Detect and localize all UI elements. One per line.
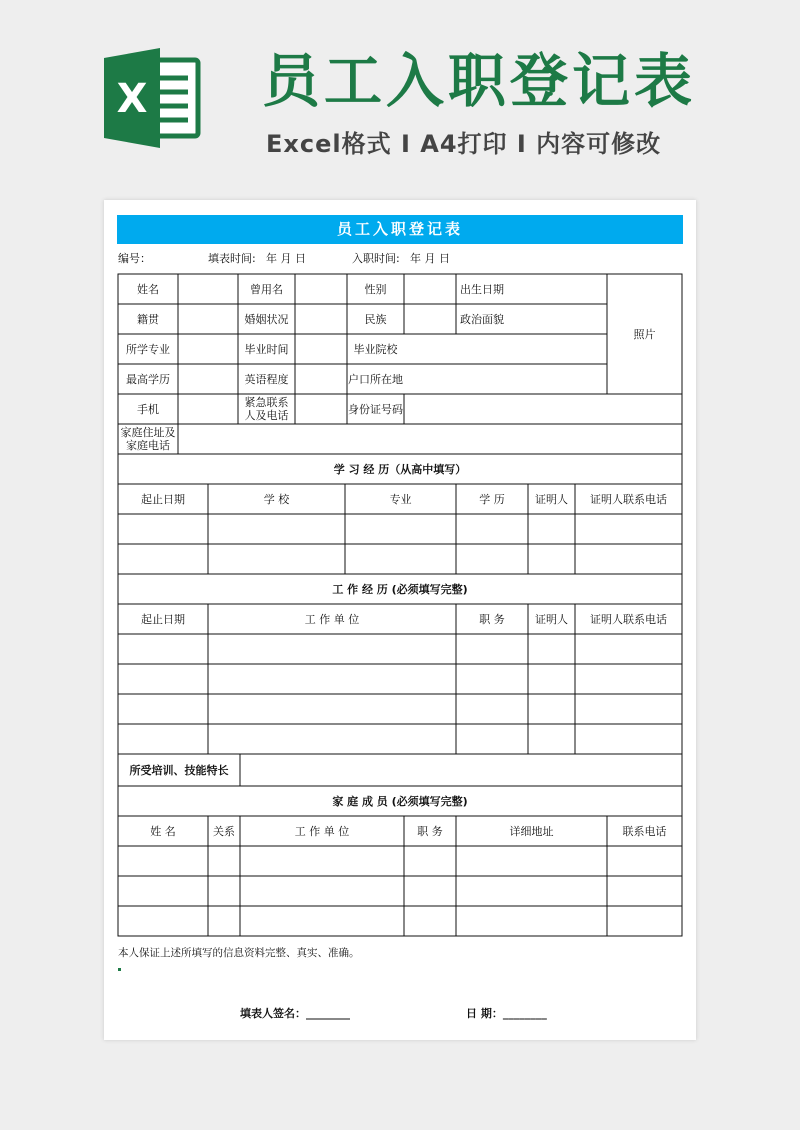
family-header-position: 职 务: [417, 824, 443, 838]
label-training-skills: 所受培训、技能特长: [129, 763, 229, 777]
work-header-company: 工 作 单 位: [304, 612, 360, 626]
label-graduation-time: 毕业时间: [244, 342, 289, 356]
page-title: 员工入职登记表: [262, 47, 697, 115]
meta-fill-time: 填表时间:: [208, 252, 256, 265]
work-header-witness: 证明人: [535, 612, 568, 626]
section-work-history: 工 作 经 历 (必须填写完整): [332, 582, 468, 596]
label-english-level: 英语程度: [244, 372, 289, 386]
label-graduation-school: 毕业院校: [353, 342, 398, 356]
work-header-witness-phone: 证明人联系电话: [590, 612, 667, 626]
study-header-degree: 学 历: [479, 492, 505, 506]
meta-number: 编号：: [118, 252, 151, 265]
label-hukou: 户口所在地: [348, 372, 403, 386]
pledge-text: 本人保证上述所填写的信息资料完整、真实、准确。: [118, 947, 360, 959]
form-sheet: [104, 200, 696, 1040]
study-header-witness: 证明人: [535, 492, 568, 506]
section-study-history: 学 习 经 历（从高中填写）: [333, 462, 467, 476]
label-marital-status: 婚姻状况: [244, 312, 289, 326]
study-header-school: 学 校: [263, 492, 290, 506]
family-header-relation: 关系: [213, 824, 235, 838]
label-phone: 手机: [137, 402, 159, 416]
study-header-major: 专业: [389, 492, 412, 506]
meta-fill-date: 年 月 日: [266, 252, 306, 265]
label-name: 姓名: [137, 282, 159, 296]
label-political-status: 政治面貌: [460, 312, 504, 326]
label-id-number: 身份证号码: [348, 402, 403, 416]
study-header-witness-phone: 证明人联系电话: [590, 492, 667, 506]
section-family-members: 家 庭 成 员 (必须填写完整): [332, 794, 468, 808]
signature-line: 填表人签名：________: [240, 1007, 350, 1020]
family-header-address: 详细地址: [509, 824, 554, 838]
family-header-company: 工 作 单 位: [294, 824, 350, 838]
label-ethnicity: 民族: [364, 312, 387, 326]
meta-entry-date: 年 月 日: [410, 252, 450, 265]
work-header-dates: 起止日期: [141, 612, 185, 626]
study-header-dates: 起止日期: [141, 492, 185, 506]
label-education: 最高学历: [126, 372, 170, 386]
cell-marker: [118, 968, 121, 971]
work-header-position: 职 务: [479, 612, 505, 626]
label-native-place: 籍贯: [137, 312, 159, 326]
family-header-name: 姓 名: [150, 824, 176, 838]
family-header-phone: 联系电话: [622, 824, 667, 838]
label-emergency-contact: 紧急联系人及电话: [244, 396, 289, 422]
page-subtitle: Excel格式 I A4打印 I 内容可修改: [266, 130, 662, 158]
meta-entry-time: 入职时间:: [352, 252, 400, 265]
banner: [0, 0, 800, 200]
form-title-bar: 员工入职登记表: [117, 215, 683, 244]
label-gender: 性别: [364, 282, 387, 296]
label-former-name: 曾用名: [250, 282, 283, 296]
excel-icon-letter: X: [116, 76, 148, 122]
label-birth-date: 出生日期: [460, 282, 504, 296]
date-line: 日 期：________: [466, 1007, 547, 1020]
label-home-address: 家庭住址及家庭电话: [120, 426, 176, 452]
excel-icon: [102, 48, 202, 148]
label-major: 所学专业: [126, 342, 170, 356]
photo-box: 照片: [633, 327, 656, 341]
